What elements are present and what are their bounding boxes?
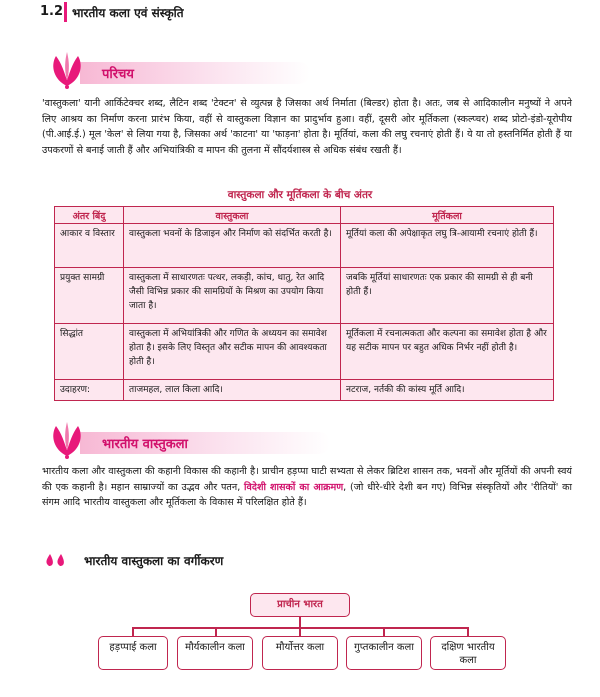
- table-cell: प्रयुक्त सामग्री: [55, 268, 124, 324]
- tree-connector: [132, 627, 134, 636]
- table-cell: मूर्तिकला में रचनात्मकता और कल्पना का समावेश होता है और यह सटीक मापन पर बहुत अधिक निर्भर नहीं होती है।: [341, 324, 554, 380]
- tree-node: मौर्योत्तर कला: [262, 636, 338, 670]
- column-header: वास्तुकला: [124, 207, 341, 224]
- intro-paragraph: 'वास्तुकला' यानी आर्किटेक्चर शब्द, लैटिन शब्द 'टेक्टन' से व्युत्पन्न है जिसका अर्थ निर्माता (बिल्डर) होता है। अतः, जब से आदिकालीन मनुष्यों ने अपने लिए आश्रय का निर्माण करना प्रारंभ किया, वहीं से वास्तुकला विज्ञान का प्रादुर्भाव हुआ। वहीं, दूसरी ओर मूर्तिकला (स्कल्प्चर) शब्द प्रोटो-इंडो-यूरोपीय (पी.आई.ई.) मूल 'केल' से लिया गया है, जिसका अर्थ 'काटना' या 'फाड़ना' होता है। मूर्तियां, कला की लघु रचनाएं होती हैं। ये या तो हस्तनिर्मित होती हैं या उपकरणों से बनाई जाती हैं और अभियांत्रिकी व मापन की तुलना में सौंदर्यशास्त्र से अधिक संबंध रखती हैं।: [42, 98, 572, 156]
- lotus-icon: [46, 50, 88, 90]
- page-number: 1.2: [40, 4, 64, 19]
- table-cell: आकार व विस्तार: [55, 224, 124, 268]
- table-cell: वास्तुकला में साधारणतः पत्थर, लकड़ी, कांच, धातु, रेत आदि जैसी विभिन्न प्रकार की सामग्रियों के मिश्रण का उपयोग किया जाता है।: [124, 268, 341, 324]
- table-row: [55, 324, 554, 380]
- table-header-row: [55, 207, 554, 224]
- droplets-icon: [44, 552, 70, 568]
- column-header: अंतर बिंदु: [55, 207, 124, 224]
- table-cell: सिद्धांत: [55, 324, 124, 380]
- tree-node: मौर्यकालीन कला: [177, 636, 253, 670]
- table-cell: वास्तुकला में अभियांत्रिकी और गणित के अध्ययन का समावेश होता है। इसके लिए विस्तृत और सटीक मापन की आवश्यकता होती है।: [124, 324, 341, 380]
- tree-node: गुप्तकालीन कला: [346, 636, 422, 670]
- tree-connector: [299, 627, 301, 636]
- table-cell: ताजमहल, लाल किला आदि।: [124, 380, 341, 401]
- paragraph-text: , (जो धीरे-धीरे देशी बन गए) विभिन्न संस्कृतियों और 'रीतियों' का संगम आदि भारतीय वास्तुकला और मूर्तिकला के विकास में परिलक्षित होते हैं।: [42, 481, 572, 508]
- table-cell: नटराज, नर्तकी की कांस्य मूर्ति आदि।: [341, 380, 554, 401]
- table-row: [55, 224, 554, 268]
- tree-connector: [383, 627, 385, 636]
- column-header: मूर्तिकला: [341, 207, 554, 224]
- tree-node: हड़प्पाई कला: [98, 636, 168, 670]
- classification-heading: भारतीय वास्तुकला का वर्गीकरण: [84, 554, 224, 568]
- book-title: भारतीय कला एवं संस्कृति: [72, 6, 184, 20]
- paragraph-text: भारतीय कला और वास्तुकला की कहानी विकास की कहानी है। प्राचीन हड़प्पा घाटी सभ्यता से लेकर ब्रिटिश शासन तक, भवनों और मूर्तियों की अपनी स्वयं की एक कहानी है। महान साम्राज्यों का उद्भव और पतन,: [42, 466, 572, 493]
- table-cell: उदाहरण:: [55, 380, 124, 401]
- highlight-text: विदेशी शासकों का आक्रमण: [244, 481, 344, 493]
- table-title: वास्तुकला और मूर्तिकला के बीच अंतर: [227, 189, 373, 201]
- table-cell: वास्तुकला भवनों के डिजाइन और निर्माण को संदर्भित करती है।: [124, 224, 341, 268]
- header-divider: [64, 2, 67, 22]
- tree-connector: [299, 617, 301, 627]
- tree-connector: [215, 627, 217, 636]
- tree-node: दक्षिण भारतीय कला: [430, 636, 506, 670]
- tree-connector: [467, 627, 469, 636]
- table-cell: मूर्तियां कला की अपेक्षाकृत लघु त्रि-आयामी रचनाएं होती हैं।: [341, 224, 554, 268]
- table-row: [55, 268, 554, 324]
- architecture-paragraph: [42, 464, 572, 511]
- intro-heading: परिचय: [102, 67, 134, 82]
- table-cell: जबकि मूर्तियां साधारणतः एक प्रकार की सामग्री से ही बनी होती हैं।: [341, 268, 554, 324]
- architecture-heading: भारतीय वास्तुकला: [102, 437, 188, 452]
- comparison-table: [54, 206, 554, 401]
- tree-root: प्राचीन भारत: [250, 593, 350, 617]
- table-row: [55, 380, 554, 401]
- lotus-icon: [46, 420, 88, 460]
